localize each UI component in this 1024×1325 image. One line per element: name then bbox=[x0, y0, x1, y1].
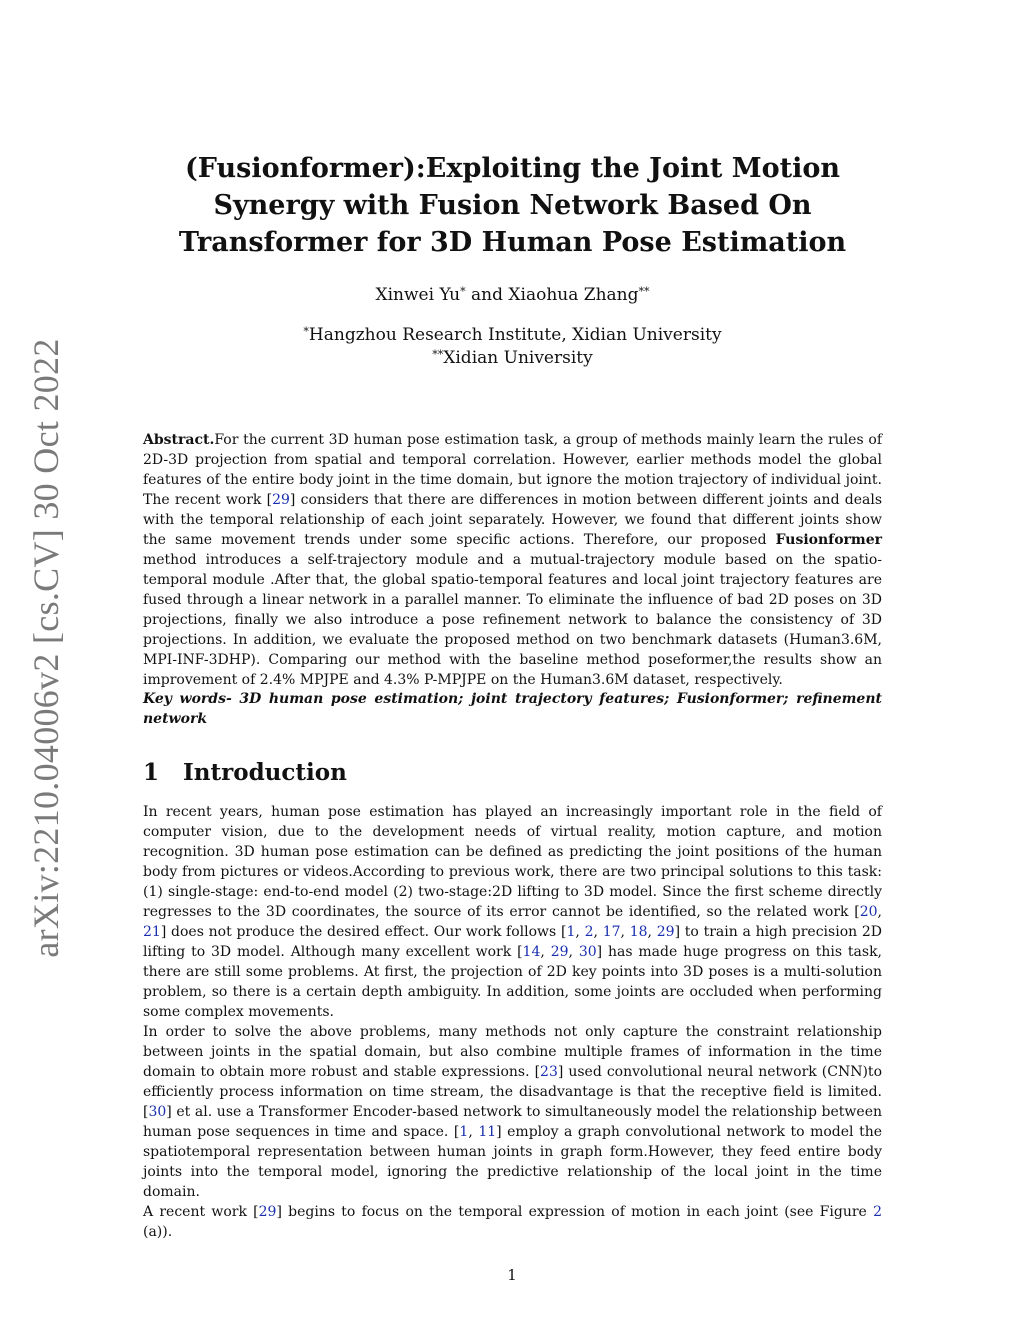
paragraph-text: In recent years, human pose estimation has played an increasingly important role in the field of computer vision, due to the development needs of virtual reality, motion capture, and motion recognition. 3D human pose estimation can be defined as predicting the joint positions of the human body from pictures or videos.According to previous work, there are two principal solutions to this task: (1) single-stage: end-to-end model (2) two-stage:2D lifting to 3D model. Since the first scheme directly regresses to the 3D coordinates, the source of its error cannot be identified, so the related work [ bbox=[143, 804, 882, 920]
author-affiliation-mark: * bbox=[460, 285, 466, 298]
section-heading bbox=[143, 759, 347, 786]
title-line-1: (Fusionformer):Exploiting the Joint Motion bbox=[185, 153, 840, 184]
citation-link[interactable]: 11 bbox=[478, 1124, 497, 1140]
paragraph-text: ] begins to focus on the temporal expression of motion in each joint (see Figure bbox=[276, 1204, 874, 1220]
separator: , bbox=[468, 1124, 479, 1140]
method-name: Fusionformer bbox=[775, 532, 882, 548]
citation-link[interactable]: 18 bbox=[629, 924, 648, 940]
abstract-text: considers that there are differences in motion between different joints and deals with the temporal relationship of each joint separately. However, we found that different joints show the same movement trends under some specific actions. Therefore, our proposed bbox=[143, 492, 882, 548]
paragraph bbox=[143, 1022, 882, 1202]
paragraph-text: ] to train a high precision 2D lifting to 3D model. Although many excellent work [ bbox=[143, 924, 883, 960]
citation-link[interactable]: 1 bbox=[459, 1124, 469, 1140]
paragraph bbox=[143, 1202, 882, 1242]
section-title: Introduction bbox=[183, 759, 347, 786]
paragraph bbox=[143, 802, 882, 1022]
paragraph-text: ] et al. use a Transformer Encoder-based network to simultaneously model the relationship between human pose sequences in time and space. [ bbox=[143, 1104, 882, 1140]
citation-link[interactable]: 29 bbox=[550, 944, 569, 960]
citation-link[interactable]: 14 bbox=[522, 944, 541, 960]
paragraph-text: ] does not produce the desired effect. Our work follows [ bbox=[160, 924, 567, 940]
paragraph-text: ] used convolutional neural network (CNN)to efficiently process information on time stream, the disadvantage is that the receptive field is limited. [ bbox=[143, 1064, 882, 1120]
paper-title bbox=[140, 150, 885, 261]
affiliation-mark: * bbox=[303, 325, 309, 338]
citation-link[interactable]: 17 bbox=[602, 924, 621, 940]
affiliation-text: Hangzhou Research Institute, Xidian University bbox=[308, 325, 722, 345]
keywords: Key words- 3D human pose estimation; joint trajectory features; Fusionformer; refinement network bbox=[143, 691, 882, 727]
affiliation-line bbox=[140, 324, 885, 347]
page-number: 1 bbox=[507, 1266, 517, 1284]
author-name: Xinwei Yu bbox=[375, 285, 461, 305]
citation-link[interactable]: 29 bbox=[272, 492, 290, 508]
paragraph-text: A recent work [ bbox=[143, 1204, 259, 1220]
citation-link[interactable]: 29 bbox=[656, 924, 675, 940]
section-number: 1 bbox=[143, 759, 160, 786]
author-connector: and bbox=[465, 285, 509, 305]
affiliations bbox=[140, 324, 885, 370]
separator: , bbox=[593, 924, 603, 940]
affiliation-text: Xidian University bbox=[443, 348, 593, 368]
author-affiliation-mark: ** bbox=[638, 285, 650, 298]
paragraph-text: In order to solve the above problems, many methods not only capture the constraint relationship between joints in the spatial domain, but also combine multiple frames of information in the time domain to obtain more robust and stable expressions. [ bbox=[143, 1024, 882, 1080]
citation-link[interactable]: 23 bbox=[540, 1064, 558, 1080]
citation-link[interactable]: 1 bbox=[566, 924, 576, 940]
title-line-3: Transformer for 3D Human Pose Estimation bbox=[178, 227, 847, 258]
abstract: Abstract.For the current 3D human pose estimation task, a group of methods mainly learn the rules of 2D-3D projection from spatial and temporal correlation. However, earlier methods model the global features of the entire body joint in the time domain, but ignore the motion trajectory of individual joint. The recent work [29] considers that there are differences in motion between different joints and deals with the temporal relationship of each joint separately. However, we found that different joints show the same movement trends under some specific actions. Therefore, our proposed Fusionformer method introduces a self-trajectory module and a mutual-trajectory module based on the spatio-temporal module .After that, the global spatio-temporal features and local joint trajectory features are fused through a linear network in a parallel manner. To eliminate the influence of bad 2D poses on 3D projections, finally we also introduce a pose refinement network to balance the consistency of 3D projections. In addition, we evaluate the proposed method on two benchmark datasets (Human3.6M, MPI-INF-3DHP). Comparing our method with the baseline method poseformer,the results show an improvement of 2.4% MPJPE and 4.3% P-MPJPE on the Human3.6M dataset, respectively. bbox=[143, 432, 882, 688]
abstract-text: For the current 3D human pose estimation task, a group of methods mainly learn the rules of 2D-3D projection from spatial and temporal correlation. However, earlier methods model the global features of the entire body joint in the time domain, but ignore the motion trajectory of individual joint. The recent work bbox=[143, 432, 882, 508]
separator: , bbox=[575, 924, 585, 940]
abstract-text: method introduces a self-trajectory module and a mutual-trajectory module based on the spatio-temporal module .After that, the global spatio-temporal features and local joint trajectory features are fused through a linear network in a parallel manner. To eliminate the influence of bad 2D poses on 3D projections, finally we also introduce a pose refinement network to balance the consistency of 3D projections. In addition, we evaluate the proposed method on two benchmark datasets (Human3.6M, MPI-INF-3DHP). Comparing our method with the baseline method poseformer,the results show an improvement of 2.4% MPJPE and 4.3% P-MPJPE on the Human3.6M dataset, respectively. bbox=[143, 552, 882, 688]
citation-link[interactable]: 29 bbox=[258, 1204, 277, 1220]
separator: , bbox=[620, 924, 630, 940]
citation-link[interactable]: 30 bbox=[148, 1104, 167, 1120]
affiliation-mark: ** bbox=[432, 348, 444, 361]
citation-link[interactable]: 20 bbox=[859, 904, 878, 920]
separator: , bbox=[568, 944, 579, 960]
title-line-2: Synergy with Fusion Network Based On bbox=[213, 190, 812, 221]
arxiv-identifier: arXiv:2210.04006v2 [cs.CV] 30 Oct 2022 bbox=[26, 338, 66, 958]
figure-reference-link[interactable]: 2 bbox=[873, 1204, 882, 1220]
separator: , bbox=[540, 944, 551, 960]
citation-link[interactable]: 30 bbox=[578, 944, 597, 960]
paragraph-text: ] has made huge progress on this task, there are still some problems. At first, the projection of 2D key points into 3D poses is a multi-solution problem, so there is a certain depth ambiguity. In addition, some joints are occluded when performing some complex movements. bbox=[143, 944, 883, 1020]
separator: , bbox=[647, 924, 657, 940]
separator: , bbox=[877, 904, 882, 920]
paragraph-text: ] employ a graph convolutional network to model the spatiotemporal representation between human joints in graph form.However, they feed entire body joints into the temporal model, ignoring the predictive relationship of the local joint in the time domain. bbox=[143, 1124, 882, 1200]
author-list bbox=[140, 283, 885, 307]
paragraph-text: (a)). bbox=[143, 1224, 173, 1240]
author-name: Xiaohua Zhang bbox=[508, 285, 639, 305]
citation-link[interactable]: 21 bbox=[143, 924, 161, 940]
abstract-label: Abstract. bbox=[143, 432, 215, 448]
affiliation-line bbox=[140, 347, 885, 370]
citation-link[interactable]: 2 bbox=[584, 924, 594, 940]
